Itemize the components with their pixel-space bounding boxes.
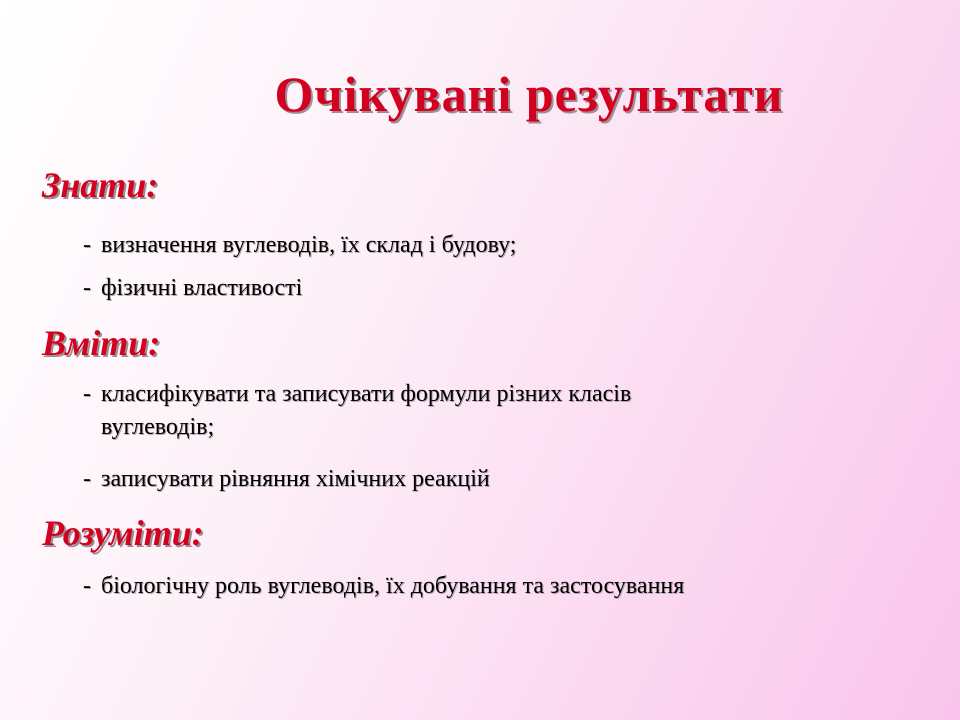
bullet-dash: - [83, 232, 91, 258]
bullet-dash: - [83, 573, 91, 599]
list-item [83, 229, 516, 262]
list-item [83, 570, 684, 603]
list-item-text: класифікувати та записувати формули різних класів [101, 381, 632, 407]
list-item [83, 378, 631, 444]
list-item [83, 463, 490, 496]
bullet-dash: - [83, 381, 91, 407]
section-heading-understand: Розуміти: [42, 513, 204, 553]
bullet-dash: - [83, 275, 91, 301]
bullet-dash: - [83, 466, 91, 492]
list-item-text: визначення вуглеводів, їх склад і будову; [101, 232, 517, 258]
slide-title: Очікувані результати [274, 66, 784, 122]
list-item-text: фізичні властивості [101, 275, 303, 301]
list-item-text: записувати рівняння хімічних реакцій [101, 466, 490, 492]
list-item [83, 272, 302, 305]
section-heading-know: Знати: [42, 165, 159, 205]
section-heading-can: Вміти: [42, 323, 161, 363]
list-item-continuation: вуглеводів; [101, 414, 215, 440]
list-item-text: біологічну роль вуглеводів, їх добування та застосування [101, 573, 685, 599]
